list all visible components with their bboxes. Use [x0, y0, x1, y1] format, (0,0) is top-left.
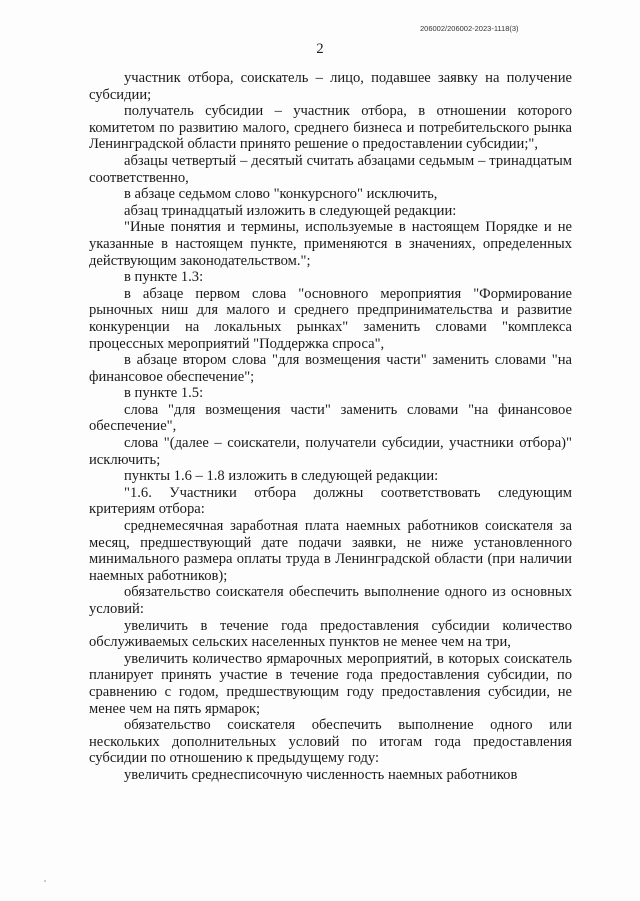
paragraph: получатель субсидии – участник отбора, в отношении которого комитетом по развитию малого, среднего бизнеса и потребительского рынка Ленинградской области принято решение о предоставлении субсидии;", [89, 103, 572, 153]
document-registration-code: 206002/206002-2023-1118(3) [420, 24, 519, 33]
paragraph: среднемесячная заработная плата наемных работников соискателя за месяц, предшествующий дате подачи заявки, не ниже установленного минимального размера оплаты труда в Ленинградской области (при наличии наемных работников); [89, 518, 572, 584]
page-number: 2 [316, 41, 324, 57]
paragraph: в абзаце втором слова "для возмещения части" заменить словами "на финансовое обеспечение"; [89, 352, 572, 385]
paragraph: абзац тринадцатый изложить в следующей редакции: [124, 202, 457, 219]
paragraph: увеличить среднесписочную численность наемных работников [124, 766, 518, 783]
paragraph: в абзаце седьмом слово "конкурсного" исключить, [124, 186, 438, 203]
document-body [89, 70, 572, 784]
paragraph: слова "для возмещения части" заменить словами "на финансовое обеспечение", [89, 401, 572, 435]
paragraph: абзацы четвертый – десятый считать абзацами седьмым – тринадцатым соответственно, [89, 152, 572, 186]
paragraph: увеличить количество ярмарочных мероприятий, в которых соискатель планирует принять участие в течение года предоставления субсидии, по сравнению с годом, предшествующим году предоставления субсидии, не менее чем на пять ярмарок; [89, 650, 572, 717]
paragraph: в абзаце первом слова "основного мероприятия "Формирование рыночных ниш для малого и среднего предпринимательства и развитие конкуренции на локальных рынках" заменить словами "комплекса процессных мероприятий "Поддержка спроса", [89, 285, 572, 352]
paragraph: "1.6. Участники отбора должны соответствовать следующим критериям отбора: [89, 484, 572, 518]
paragraph: в пункте 1.3: [124, 269, 204, 286]
paragraph: "Иные понятия и термины, используемые в настоящем Порядке и не указанные в настоящем пункте, применяются в значениях, определенных действующим законодательством."; [89, 219, 572, 269]
paragraph: слова "(далее – соискатели, получатели субсидии, участники отбора)" исключить; [89, 435, 572, 468]
paragraph: в пункте 1.5: [124, 385, 204, 402]
paragraph: обязательство соискателя обеспечить выполнение одного или нескольких дополнительных условий по итогам года предоставления субсидии по отношению к предыдущему году: [89, 717, 572, 767]
paragraph: пункты 1.6 – 1.8 изложить в следующей редакции: [124, 468, 439, 485]
paragraph: участник отбора, соискатель – лицо, подавшее заявку на получение субсидии; [89, 70, 572, 103]
paragraph: увеличить в течение года предоставления субсидии количество обслуживаемых сельских населенных пунктов не менее чем на три, [89, 617, 572, 651]
scan-speck [44, 880, 46, 882]
paragraph: обязательство соискателя обеспечить выполнение одного из основных условий: [89, 584, 572, 617]
